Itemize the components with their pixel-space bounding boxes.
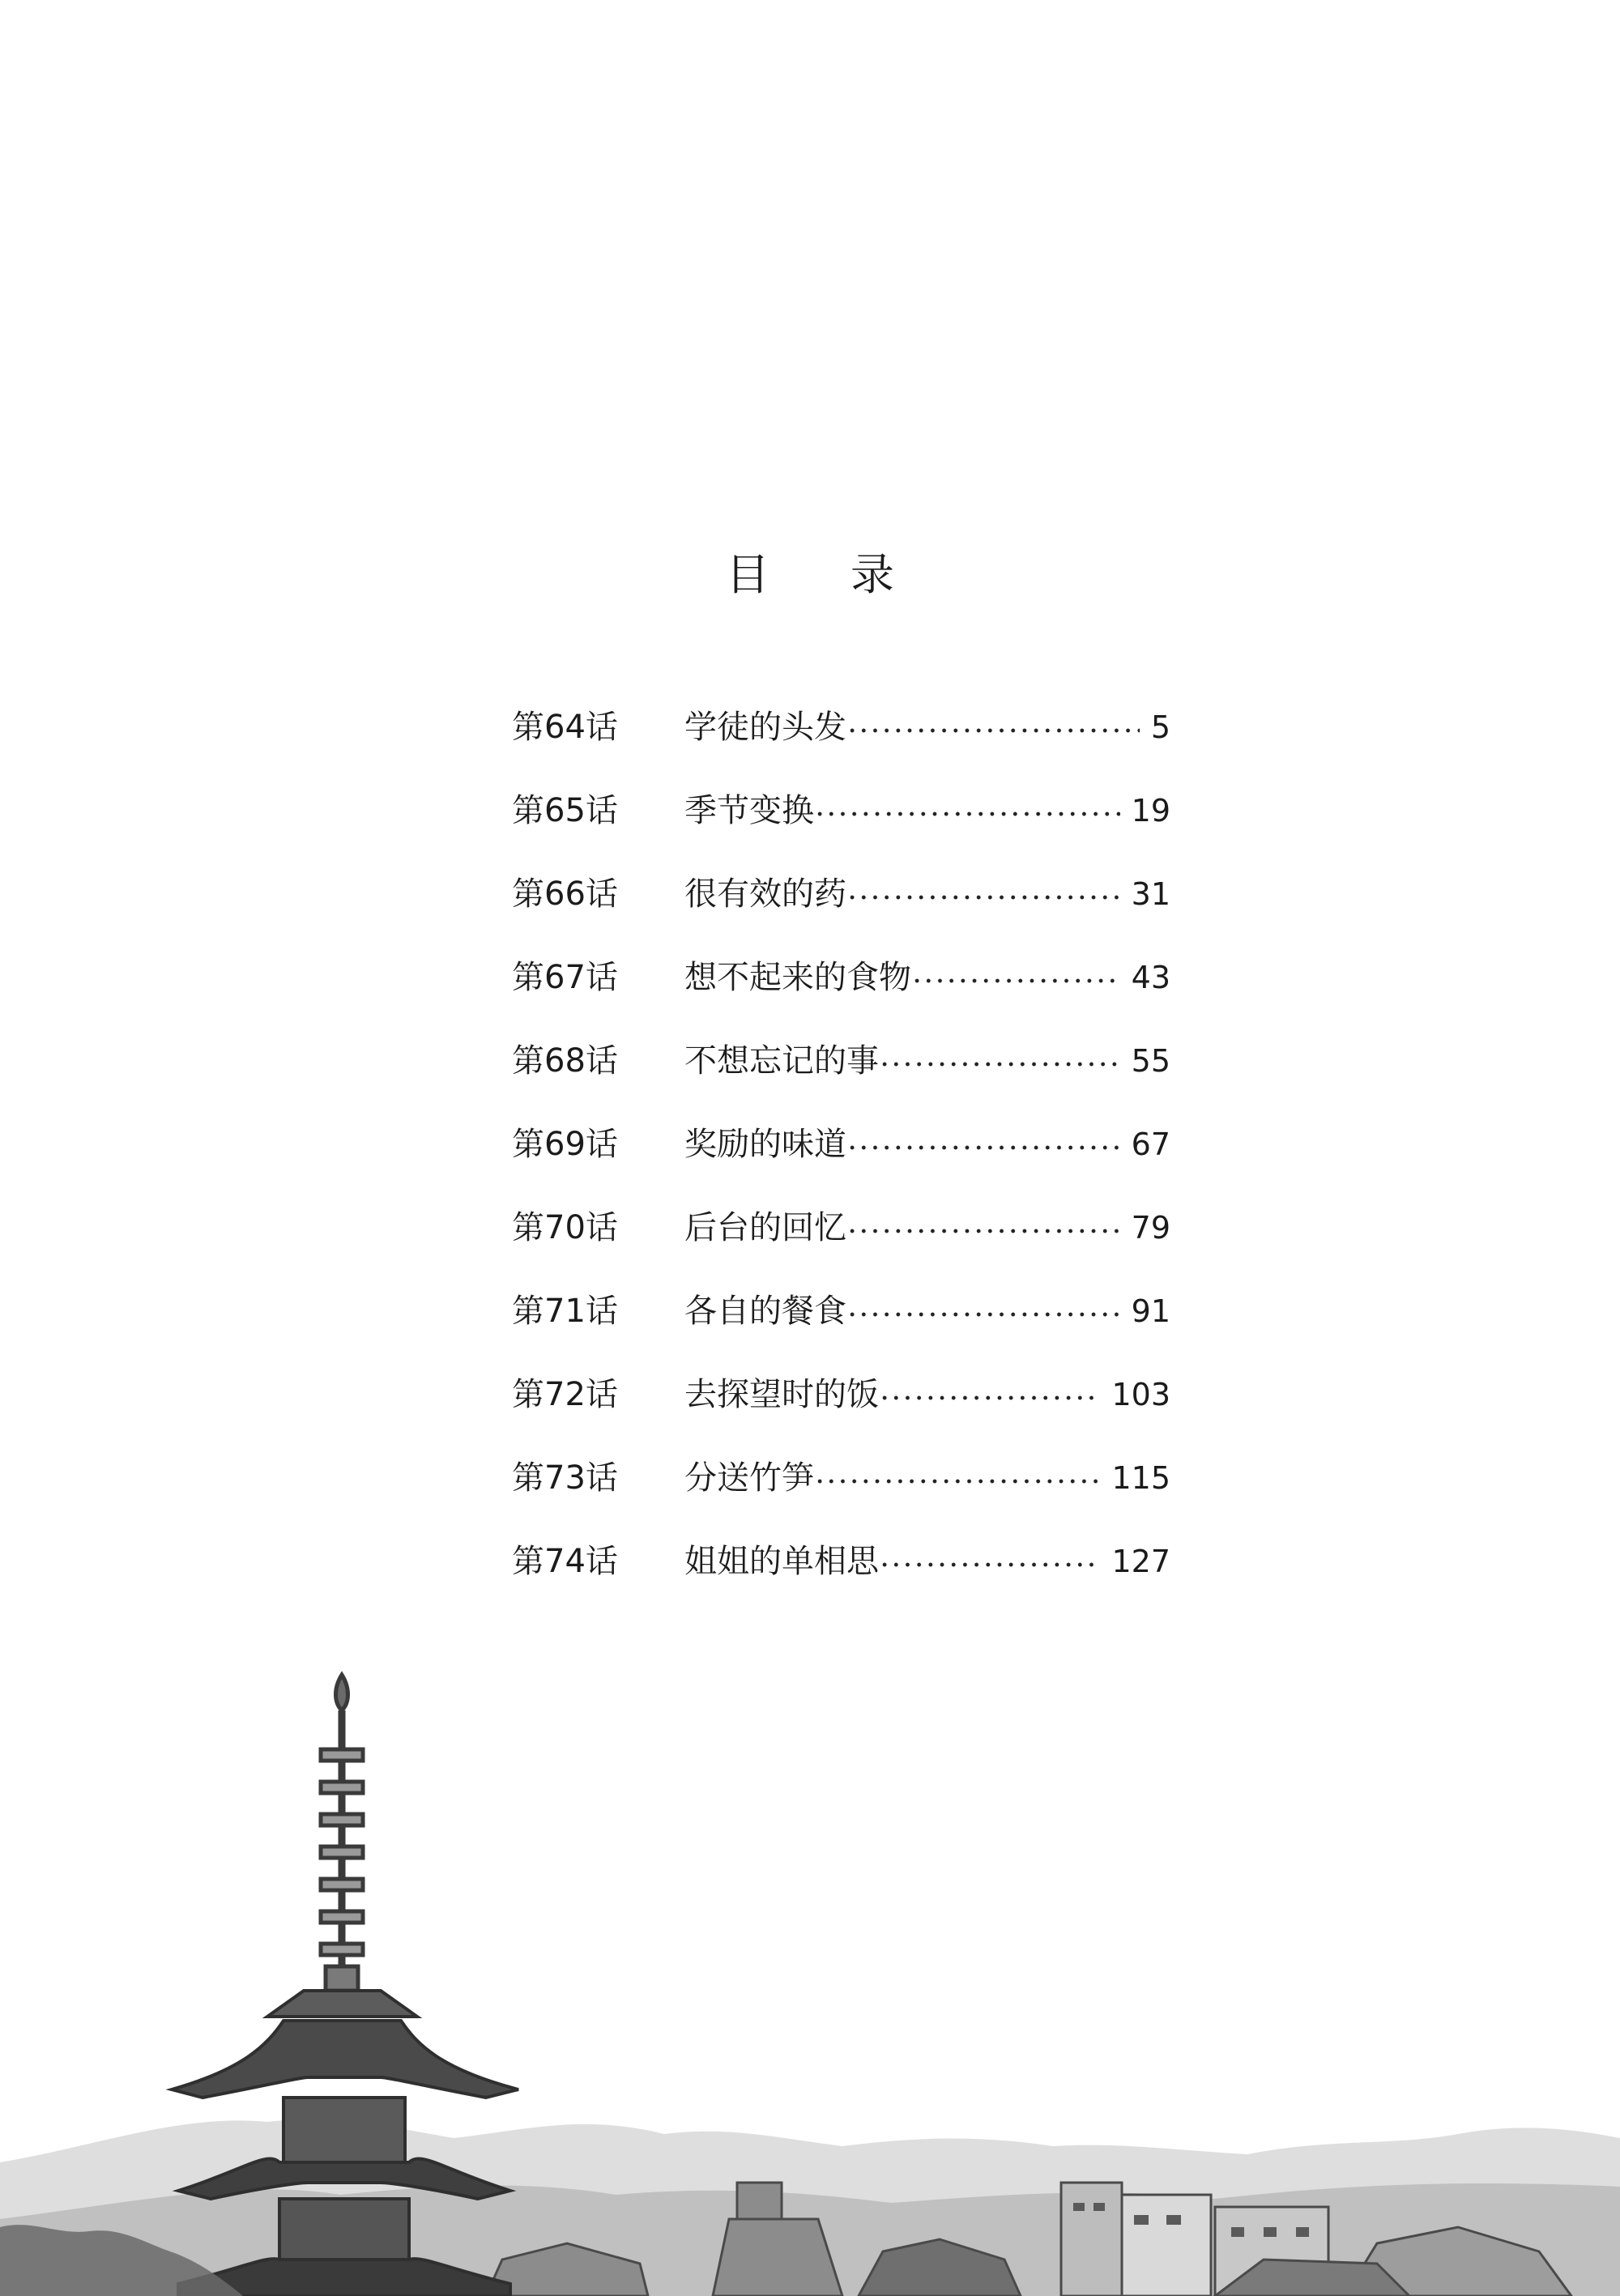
chapter-title: 后台的回忆 (684, 1209, 846, 1246)
leader-dots (879, 1562, 1100, 1567)
chapter-number: 第72话 (512, 1376, 618, 1413)
leader-dots (879, 1395, 1100, 1400)
toc-title-right: 录 (850, 548, 894, 600)
chapter-number: 第66话 (512, 875, 618, 913)
chapter-title: 很有效的药 (684, 875, 846, 913)
toc-entry[interactable] (512, 1118, 1241, 1202)
chapter-line (684, 952, 1170, 1003)
chapter-number: 第73话 (512, 1459, 618, 1497)
toc-entry[interactable] (512, 1035, 1241, 1118)
chapter-title: 奖励的味道 (684, 1126, 846, 1163)
toc-entry[interactable] (512, 1285, 1241, 1369)
toc-entry[interactable] (512, 1536, 1241, 1619)
chapter-number: 第69话 (512, 1126, 618, 1163)
chapter-title: 学徒的头发 (684, 709, 846, 746)
chapter-number: 第68话 (512, 1042, 618, 1080)
page-number: 43 (1131, 960, 1170, 995)
chapter-title: 季节变换 (684, 792, 814, 829)
chapter-line (684, 1452, 1170, 1504)
chapter-number: 第67话 (512, 959, 618, 996)
toc-entry[interactable] (512, 952, 1241, 1035)
chapter-title: 想不起来的食物 (684, 959, 911, 996)
chapter-line (684, 1035, 1170, 1087)
pagoda-spire (321, 1675, 363, 1991)
leader-dots (846, 728, 1140, 733)
page-number: 79 (1131, 1210, 1170, 1246)
chapter-line (684, 785, 1170, 837)
chapter-number: 第74话 (512, 1543, 618, 1580)
toc-entry[interactable] (512, 785, 1241, 868)
chapter-line (684, 1202, 1170, 1254)
page-number: 115 (1111, 1460, 1170, 1496)
toc-list (512, 701, 1241, 1619)
toc-title (0, 535, 1620, 607)
toc-title-left: 目 (726, 548, 770, 600)
leader-dots (814, 811, 1120, 816)
leader-dots (814, 1479, 1100, 1484)
toc-entry[interactable] (512, 868, 1241, 952)
leader-dots (846, 1312, 1120, 1317)
chapter-title: 不想忘记的事 (684, 1042, 879, 1080)
toc-entry[interactable] (512, 1452, 1241, 1536)
leader-dots (846, 895, 1120, 900)
page-number: 91 (1131, 1293, 1170, 1329)
page-number: 31 (1131, 876, 1170, 912)
chapter-number: 第70话 (512, 1209, 618, 1246)
chapter-line (684, 701, 1170, 753)
page-number: 5 (1150, 709, 1170, 745)
chapter-title: 去探望时的饭 (684, 1376, 879, 1413)
chapter-line (684, 1536, 1170, 1587)
toc-entry[interactable] (512, 701, 1241, 785)
leader-dots (879, 1062, 1120, 1067)
page-number: 67 (1131, 1127, 1170, 1162)
leader-dots (846, 1229, 1120, 1233)
leader-dots (911, 978, 1120, 983)
chapter-title: 各自的餐食 (684, 1293, 846, 1330)
chapter-number: 第65话 (512, 792, 618, 829)
page-number: 19 (1131, 793, 1170, 829)
leader-dots (846, 1145, 1120, 1150)
page-number: 103 (1111, 1377, 1170, 1412)
chapter-number: 第71话 (512, 1293, 618, 1330)
page-number: 127 (1111, 1544, 1170, 1579)
toc-entry[interactable] (512, 1369, 1241, 1452)
chapter-line (684, 1285, 1170, 1337)
page-number: 55 (1131, 1043, 1170, 1079)
chapter-number: 第64话 (512, 709, 618, 746)
chapter-line (684, 868, 1170, 920)
chapter-title: 分送竹笋 (684, 1459, 814, 1497)
chapter-title: 姐姐的单相思 (684, 1543, 879, 1580)
toc-entry[interactable] (512, 1202, 1241, 1285)
chapter-line (684, 1369, 1170, 1421)
chapter-line (684, 1118, 1170, 1170)
pagoda-skyline-illustration (0, 1660, 1620, 2296)
